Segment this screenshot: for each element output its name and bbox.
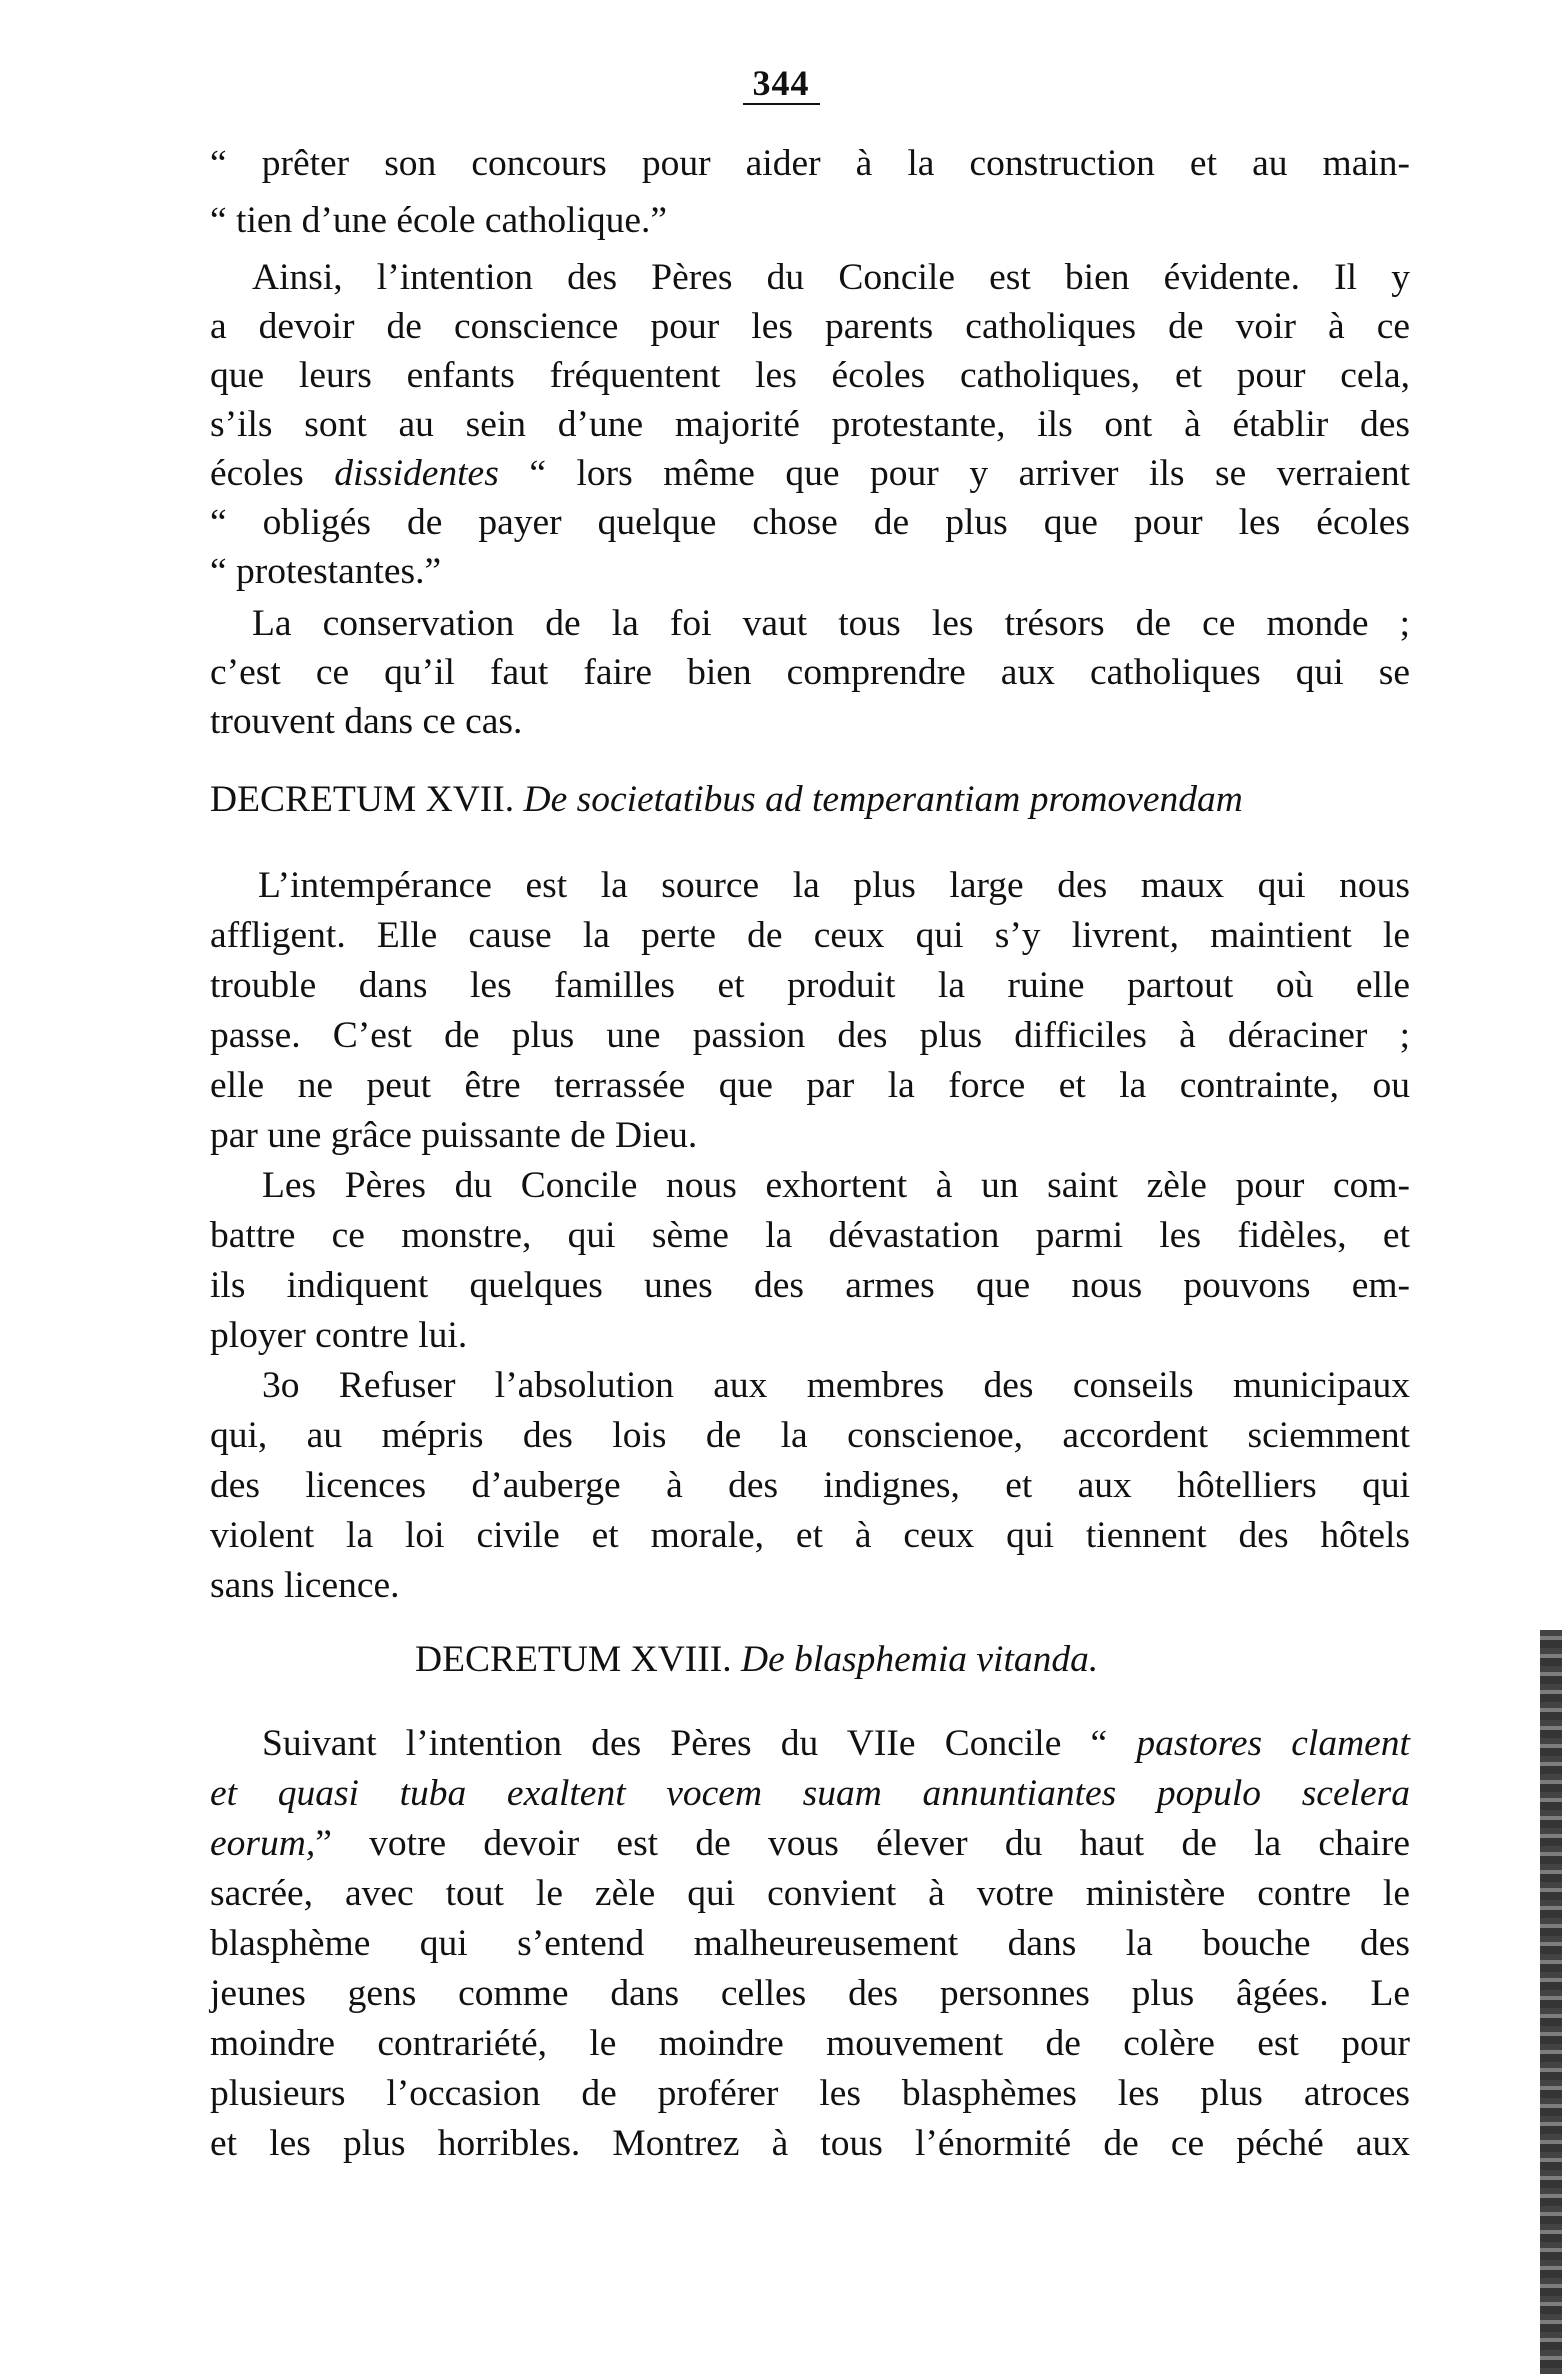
page-number-text: 344 [743, 63, 820, 105]
decretum-title: De blasphemia vitanda. [741, 1639, 1099, 1680]
text-line: plusieurs l’occasion de proférer les blasphèmes les plus atroces [210, 2073, 1410, 2114]
text-line: sacrée, avec tout le zèle qui convient à votre ministère contre le [210, 1873, 1410, 1914]
decretum-label: DECRETUM XVIII. [415, 1639, 732, 1680]
page-edge-shadow [1540, 1630, 1562, 2374]
text-line: affligent. Elle cause la perte de ceux qui s’y livrent, maintient le [210, 915, 1410, 956]
text-line: L’intempérance est la source la plus large des maux qui nous [258, 865, 1410, 906]
text-line: des licences d’auberge à des indignes, et aux hôtelliers qui [210, 1465, 1410, 1506]
text-line: La conservation de la foi vaut tous les trésors de ce monde ; [252, 603, 1410, 644]
decretum-label: DECRETUM XVII. [210, 779, 515, 820]
decretum-heading [210, 776, 1243, 824]
text-line: “ obligés de payer quelque chose de plus que pour les écoles [210, 502, 1410, 543]
text-line [210, 450, 1410, 498]
text-line: ployer contre lui. [210, 1315, 468, 1356]
text-line: “ protestantes.” [210, 551, 442, 592]
text-line: blasphème qui s’entend malheureusement dans la bouche des [210, 1923, 1410, 1964]
text-line: elle ne peut être terrassée que par la force et la contrainte, ou [210, 1065, 1410, 1106]
text-line: que leurs enfants fréquentent les écoles catholiques, et pour cela, [210, 355, 1410, 396]
text-line: battre ce monstre, qui sème la dévastation parmi les fidèles, et [210, 1215, 1410, 1256]
italic-run: pastores clament [1136, 1723, 1410, 1764]
text-line: Les Pères du Concile nous exhortent à un saint zèle pour com- [262, 1165, 1410, 1206]
text-line: Ainsi, l’intention des Pères du Concile est bien évidente. Il y [252, 257, 1410, 298]
text-line: ils indiquent quelques unes des armes que nous pouvons em- [210, 1265, 1410, 1306]
text-run: Suivant l’intention des Pères du VIIe Concile “ [262, 1723, 1137, 1764]
decretum-heading [415, 1636, 1098, 1684]
text-line: et les plus horribles. Montrez à tous l’énormité de ce péché aux [210, 2123, 1410, 2164]
text-line: a devoir de conscience pour les parents catholiques de voir à ce [210, 306, 1410, 347]
italic-run: dissidentes [334, 453, 499, 494]
text-line: jeunes gens comme dans celles des personnes plus âgées. Le [210, 1973, 1410, 2014]
text-line [262, 1720, 1410, 1768]
text-run: ” votre devoir est de vous élever du haut de la chaire [315, 1823, 1410, 1864]
text-line: “ tien d’une école catholique.” [210, 200, 668, 241]
text-line: par une grâce puissante de Dieu. [210, 1115, 698, 1156]
text-run: écoles [210, 453, 335, 494]
italic-run: eorum, [210, 1823, 316, 1864]
text-line: s’ils sont au sein d’une majorité protestante, ils ont à établir des [210, 404, 1410, 445]
text-line: sans licence. [210, 1565, 400, 1606]
text-line: et quasi tuba exaltent vocem suam annuntiantes populo scelera [210, 1773, 1410, 1814]
text-line: 3o Refuser l’absolution aux membres des conseils municipaux [262, 1365, 1410, 1406]
text-line: trouvent dans ce cas. [210, 701, 523, 742]
text-line [210, 1820, 1410, 1868]
text-line: passe. C’est de plus une passion des plus difficiles à déraciner ; [210, 1015, 1410, 1056]
text-line: violent la loi civile et morale, et à ceux qui tiennent des hôtels [210, 1515, 1410, 1556]
text-line: trouble dans les familles et produit la ruine partout où elle [210, 965, 1410, 1006]
decretum-title: De societatibus ad temperantiam promovendam [523, 779, 1243, 820]
page-number [0, 62, 1562, 104]
text-line: moindre contrariété, le moindre mouvement de colère est pour [210, 2023, 1410, 2064]
text-line: qui, au mépris des lois de la conscienoe, accordent sciemment [210, 1415, 1410, 1456]
text-line: “ prêter son concours pour aider à la construction et au main- [210, 143, 1410, 184]
text-line: c’est ce qu’il faut faire bien comprendre aux catholiques qui se [210, 652, 1410, 693]
text-run: “ lors même que pour y arriver ils se verraient [498, 453, 1410, 494]
